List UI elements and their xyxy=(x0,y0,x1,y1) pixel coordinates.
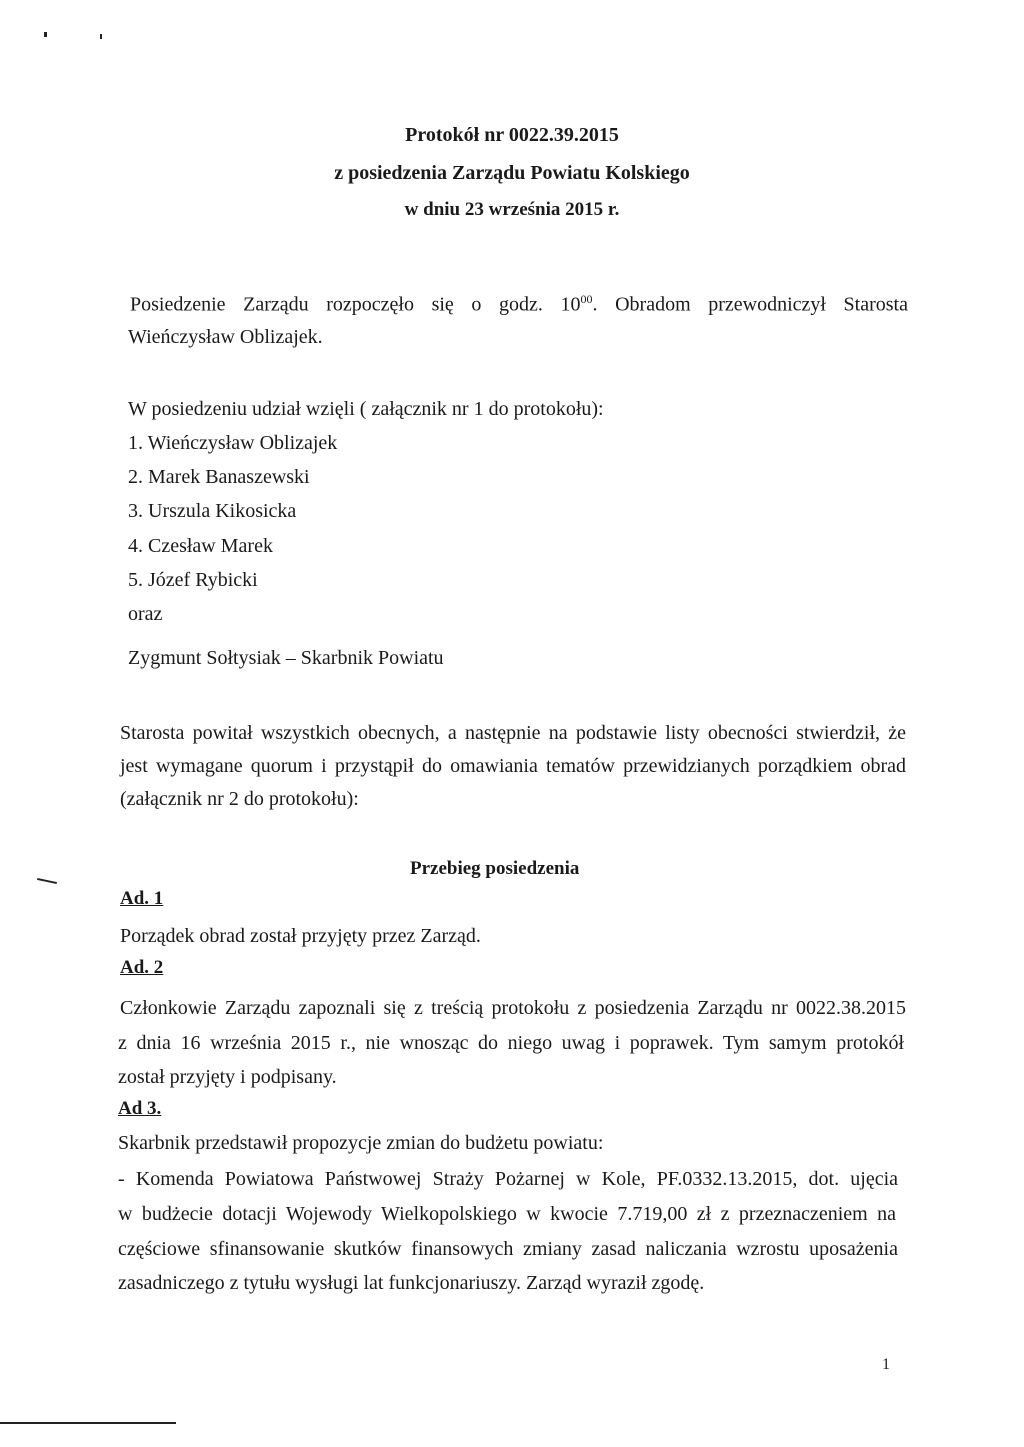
welcome-line-2: jest wymagane quorum i przystąpił do omawiania tematów przewidzianych porządkiem obrad xyxy=(120,755,906,777)
document-title: Protokół nr 0022.39.2015 xyxy=(405,124,619,146)
ad2-line-2: z dnia 16 września 2015 r., nie wnosząc do niego uwag i poprawek. Tym samym protokół xyxy=(118,1032,904,1054)
ad1-text: Porządek obrad został przyjęty przez Zarząd. xyxy=(120,925,481,947)
ad2-line-3: został przyjęty i podpisany. xyxy=(118,1066,337,1088)
ad2-label: Ad. 2 xyxy=(120,957,164,978)
ad3-line-3: częściowe sfinansowanie skutków finansowych zmiany zasad naliczania wzrostu uposażenia xyxy=(118,1238,898,1260)
opening-text-b: . Obradom przewodniczył Starosta xyxy=(592,293,908,316)
footer-rule xyxy=(0,1422,176,1424)
ad2-line-1: Członkowie Zarządu zapoznali się z treścią protokołu z posiedzenia Zarządu nr 0022.38.2015 xyxy=(120,997,906,1019)
ad1-label: Ad. 1 xyxy=(120,888,164,909)
opening-line-1 xyxy=(130,292,908,317)
member-item: 4. Czesław Marek xyxy=(128,535,273,557)
ad3-line-1: - Komenda Powiatowa Państwowej Straży Pożarnej w Kole, PF.0332.13.2015, dot. ujęcia xyxy=(118,1168,898,1190)
member-item: 5. Józef Rybicki xyxy=(128,569,258,591)
treasurer-line: Zygmunt Sołtysiak – Skarbnik Powiatu xyxy=(128,647,444,669)
ad3-line-2: w budżecie dotacji Wojewody Wielkopolskiego w kwocie 7.719,00 zł z przeznaczeniem na xyxy=(118,1203,896,1225)
oraz-label: oraz xyxy=(128,603,163,625)
opening-text-a: Posiedzenie Zarządu rozpoczęło się o godz. 10 xyxy=(130,293,581,316)
member-item: 3. Urszula Kikosicka xyxy=(128,500,297,522)
member-item: 2. Marek Banaszewski xyxy=(128,466,310,488)
document-subtitle: z posiedzenia Zarządu Powiatu Kolskiego xyxy=(334,162,690,184)
page-number: 1 xyxy=(882,1356,890,1373)
opening-line-2: Wieńczysław Oblizajek. xyxy=(128,326,323,348)
welcome-line-1: Starosta powitał wszystkich obecnych, a następnie na podstawie listy obecności stwierdził, że xyxy=(120,722,906,744)
document-date: w dniu 23 września 2015 r. xyxy=(404,199,620,220)
welcome-line-3: (załącznik nr 2 do protokołu): xyxy=(120,788,359,810)
attendance-intro: W posiedzeniu udział wzięli ( załącznik nr 1 do protokołu): xyxy=(128,398,604,420)
scan-speck xyxy=(100,34,102,39)
scan-speck xyxy=(44,32,47,37)
ad3-line-4: zasadniczego z tytułu wysługi lat funkcjonariuszy. Zarząd wyraził zgodę. xyxy=(118,1272,705,1294)
section-title: Przebieg posiedzenia xyxy=(410,858,580,879)
member-item: 1. Wieńczysław Oblizajek xyxy=(128,432,338,454)
ad3-intro: Skarbnik przedstawił propozycje zmian do budżetu powiatu: xyxy=(118,1132,604,1154)
ad3-label: Ad 3. xyxy=(118,1098,162,1119)
opening-time-sup: 00 xyxy=(580,292,593,306)
margin-mark xyxy=(37,878,57,884)
